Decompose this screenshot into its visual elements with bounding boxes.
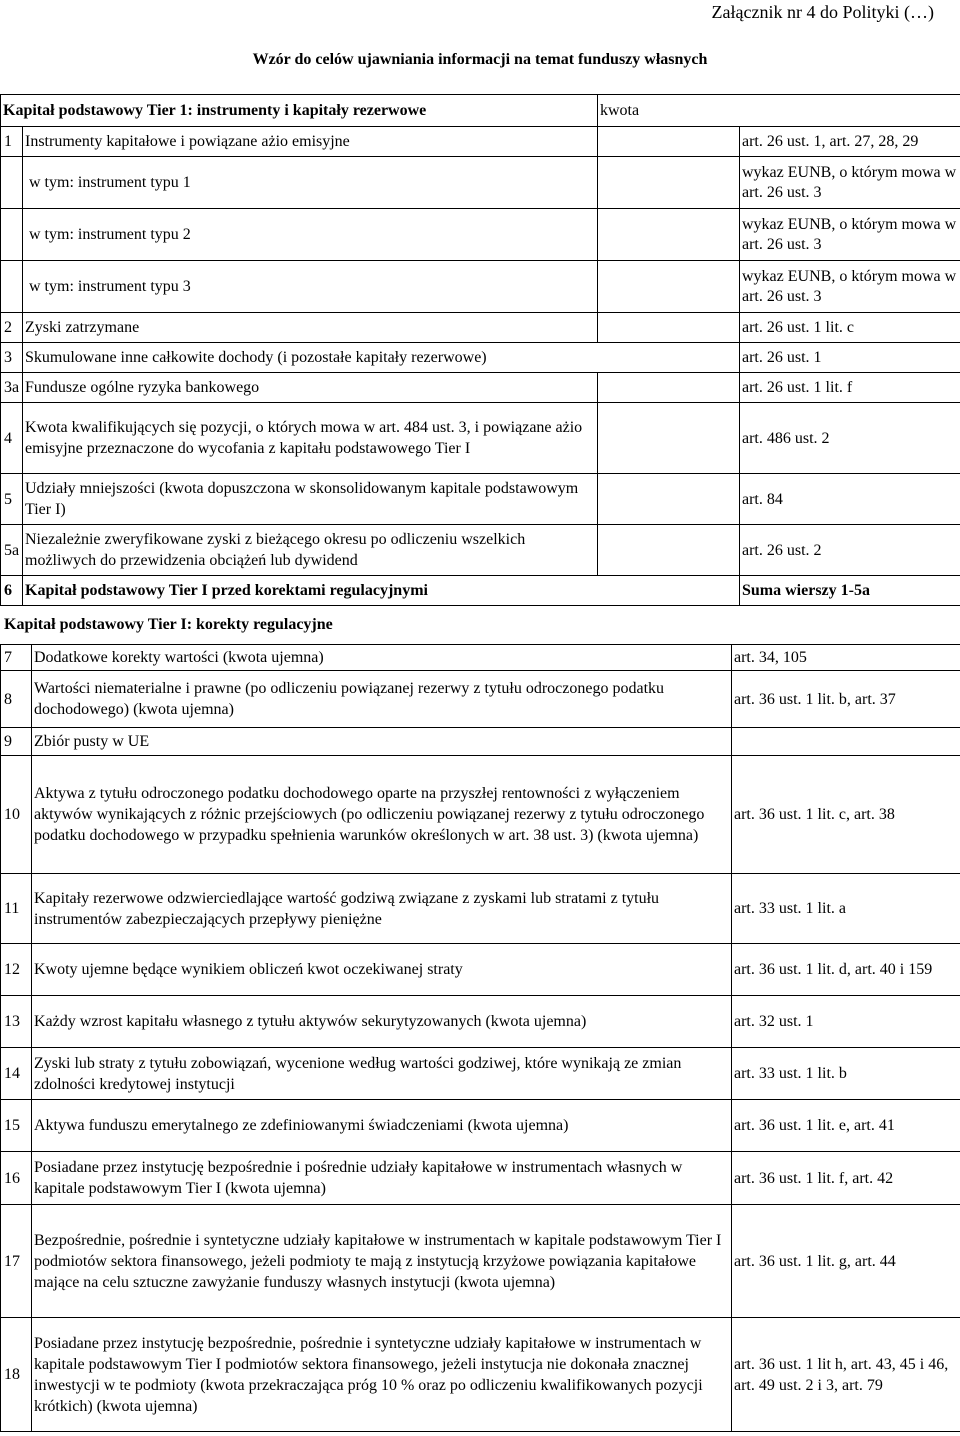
- row-number: 4: [1, 403, 23, 474]
- row-number: 6: [1, 576, 23, 606]
- row-reference: art. 36 ust. 1 lit. e, art. 41: [732, 1100, 960, 1152]
- row-reference: Suma wierszy 1-5a: [740, 576, 960, 606]
- section1-header-row: [1, 95, 960, 127]
- row-reference: art. 26 ust. 1: [740, 343, 960, 373]
- row-label: Kapitał podstawowy Tier I przed korektami regulacyjnymi: [23, 576, 740, 606]
- table-row: [1, 157, 960, 209]
- row-reference: wykaz EUNB, o którym mowa w art. 26 ust. 3: [740, 261, 960, 313]
- amount-cell: [598, 313, 740, 343]
- row-label: Zyski zatrzymane: [23, 313, 598, 343]
- row-label: Aktywa funduszu emerytalnego ze zdefiniowanymi świadczeniami (kwota ujemna): [32, 1100, 732, 1152]
- amount-cell: [598, 525, 740, 576]
- row-reference: art. 34, 105: [732, 645, 960, 671]
- row-label: Posiadane przez instytucję bezpośrednie, pośrednie i syntetyczne udziały kapitałowe w instrumentach w kapitale podstawowym Tier I podmiotów sektora finansowego, jeżeli instytucja nie dokonała znacznej inwestycji w te podmioty (kwota przekraczająca próg 10 % oraz po odliczeniu kwalifikowanych pozycji krótkich) (kwota ujemna): [32, 1318, 732, 1432]
- annex-label: Załącznik nr 4 do Polityki (…): [711, 2, 934, 22]
- row-number: [1, 209, 23, 261]
- row-label: Kwota kwalifikujących się pozycji, o których mowa w art. 484 ust. 3, i powiązane ażio emisyjne przeznaczone do wycofania z kapitału podstawowego Tier I: [23, 403, 598, 474]
- row-reference: art. 486 ust. 2: [740, 403, 960, 474]
- row-number: 12: [1, 944, 32, 996]
- row-label: w tym: instrument typu 3: [23, 261, 598, 313]
- row-label: w tym: instrument typu 1: [23, 157, 598, 209]
- row-label: Dodatkowe korekty wartości (kwota ujemna): [32, 645, 732, 671]
- amount-column-header: kwota: [598, 95, 960, 127]
- row-reference: art. 33 ust. 1 lit. a: [732, 874, 960, 944]
- table-row: [1, 1048, 960, 1100]
- row-reference: art. 36 ust. 1 lit. d, art. 40 i 159: [732, 944, 960, 996]
- row-reference: [732, 728, 960, 756]
- row-reference: wykaz EUNB, o którym mowa w art. 26 ust. 3: [740, 157, 960, 209]
- row-number: 16: [1, 1152, 32, 1205]
- table-row: [1, 373, 960, 403]
- table-row: [1, 756, 960, 874]
- row-number: 15: [1, 1100, 32, 1152]
- table-row: [1, 1152, 960, 1205]
- section1-table: [0, 94, 960, 606]
- table-row: [1, 525, 960, 576]
- row-label: Wartości niematerialne i prawne (po odliczeniu powiązanej rezerwy z tytułu odroczonego podatku dochodowego) (kwota ujemna): [32, 671, 732, 728]
- row-number: 3: [1, 343, 23, 373]
- row-number: 2: [1, 313, 23, 343]
- table-row: [1, 474, 960, 525]
- row-reference: art. 32 ust. 1: [732, 996, 960, 1048]
- row-label: Instrumenty kapitałowe i powiązane ażio emisyjne: [23, 127, 598, 157]
- table-row: [1, 403, 960, 474]
- row-label: Zyski lub straty z tytułu zobowiązań, wycenione według wartości godziwej, które wynikają ze zmian zdolności kredytowej instytucji: [32, 1048, 732, 1100]
- row-label: Aktywa z tytułu odroczonego podatku dochodowego oparte na przyszłej rentowności z wyłączeniem aktywów wynikających z różnic przejściowych (po odliczeniu powiązanej rezerwy z tytułu odroczonego podatku dochodowego w przypadku spełnienia warunków określonych w art. 38 ust. 3) (kwota ujemna): [32, 756, 732, 874]
- row-label: Udziały mniejszości (kwota dopuszczona w skonsolidowanym kapitale podstawowym Tier I): [23, 474, 598, 525]
- row-label: Niezależnie zweryfikowane zyski z bieżącego okresu po odliczeniu wszelkich możliwych do przewidzenia obciążeń lub dywidend: [23, 525, 598, 576]
- row-reference: art. 26 ust. 1 lit. f: [740, 373, 960, 403]
- row-number: 5a: [1, 525, 23, 576]
- row-label: w tym: instrument typu 2: [23, 209, 598, 261]
- row-number: 9: [1, 728, 32, 756]
- row-number: 1: [1, 127, 23, 157]
- table-row: [1, 576, 960, 606]
- amount-cell: [598, 209, 740, 261]
- amount-cell: [598, 403, 740, 474]
- section2-table-wrapper: [0, 644, 960, 1432]
- row-number: 5: [1, 474, 23, 525]
- table-row: [1, 1318, 960, 1432]
- row-reference: art. 26 ust. 1 lit. c: [740, 313, 960, 343]
- row-reference: art. 36 ust. 1 lit. f, art. 42: [732, 1152, 960, 1205]
- row-number: 13: [1, 996, 32, 1048]
- row-label: Skumulowane inne całkowite dochody (i pozostałe kapitały rezerwowe): [23, 343, 740, 373]
- row-reference: art. 26 ust. 1, art. 27, 28, 29: [740, 127, 960, 157]
- table-row: [1, 728, 960, 756]
- row-label: Posiadane przez instytucję bezpośrednie i pośrednie udziały kapitałowe w instrumentach własnych w kapitale podstawowym Tier I (kwota ujemna): [32, 1152, 732, 1205]
- row-number: 14: [1, 1048, 32, 1100]
- table-row: [1, 645, 960, 671]
- row-label: Bezpośrednie, pośrednie i syntetyczne udziały kapitałowe w instrumentach w kapitale podstawowym Tier I podmiotów sektora finansowego, jeżeli podmioty te mają z instytucją krzyżowe powiązania kapitałowe mające na celu sztuczne zawyżanie funduszy własnych instytucji (kwota ujemna): [32, 1205, 732, 1318]
- row-label: Każdy wzrost kapitału własnego z tytułu aktywów sekurytyzowanych (kwota ujemna): [32, 996, 732, 1048]
- row-reference: art. 36 ust. 1 lit. b, art. 37: [732, 671, 960, 728]
- row-label: Kwoty ujemne będące wynikiem obliczeń kwot oczekiwanej straty: [32, 944, 732, 996]
- row-number: 7: [1, 645, 32, 671]
- document-title: Wzór do celów ujawniania informacji na temat funduszy własnych: [252, 51, 708, 68]
- table-row: [1, 1100, 960, 1152]
- row-reference: art. 36 ust. 1 lit. g, art. 44: [732, 1205, 960, 1318]
- row-number: 10: [1, 756, 32, 874]
- row-number: 8: [1, 671, 32, 728]
- row-reference: art. 33 ust. 1 lit. b: [732, 1048, 960, 1100]
- table-row: [1, 671, 960, 728]
- table-row: [1, 313, 960, 343]
- table-row: [1, 944, 960, 996]
- row-number: 3a: [1, 373, 23, 403]
- row-reference: wykaz EUNB, o którym mowa w art. 26 ust. 3: [740, 209, 960, 261]
- row-number: 11: [1, 874, 32, 944]
- row-number: [1, 261, 23, 313]
- table-row: [1, 209, 960, 261]
- row-number: 18: [1, 1318, 32, 1432]
- table-row: [1, 343, 960, 373]
- section1-header-label: Kapitał podstawowy Tier 1: instrumenty i kapitały rezerwowe: [1, 95, 598, 127]
- table-row: [1, 996, 960, 1048]
- amount-cell: [598, 474, 740, 525]
- row-label: Zbiór pusty w UE: [32, 728, 732, 756]
- row-reference: art. 36 ust. 1 lit. c, art. 38: [732, 756, 960, 874]
- amount-cell: [598, 261, 740, 313]
- row-number: 17: [1, 1205, 32, 1318]
- row-number: [1, 157, 23, 209]
- amount-cell: [598, 157, 740, 209]
- table-row: [1, 1205, 960, 1318]
- section2-heading: Kapitał podstawowy Tier I: korekty regulacyjne: [4, 616, 333, 633]
- section1-table-wrapper: [0, 94, 960, 606]
- amount-cell: [598, 127, 740, 157]
- section2-table: [0, 644, 960, 1432]
- table-row: [1, 127, 960, 157]
- row-label: Fundusze ogólne ryzyka bankowego: [23, 373, 598, 403]
- row-reference: art. 36 ust. 1 lit h, art. 43, 45 i 46, art. 49 ust. 2 i 3, art. 79: [732, 1318, 960, 1432]
- amount-cell: [598, 373, 740, 403]
- row-label: Kapitały rezerwowe odzwierciedlające wartość godziwą związane z zyskami lub stratami z tytułu instrumentów zabezpieczających przepływy pieniężne: [32, 874, 732, 944]
- row-reference: art. 26 ust. 2: [740, 525, 960, 576]
- table-row: [1, 261, 960, 313]
- row-reference: art. 84: [740, 474, 960, 525]
- table-row: [1, 874, 960, 944]
